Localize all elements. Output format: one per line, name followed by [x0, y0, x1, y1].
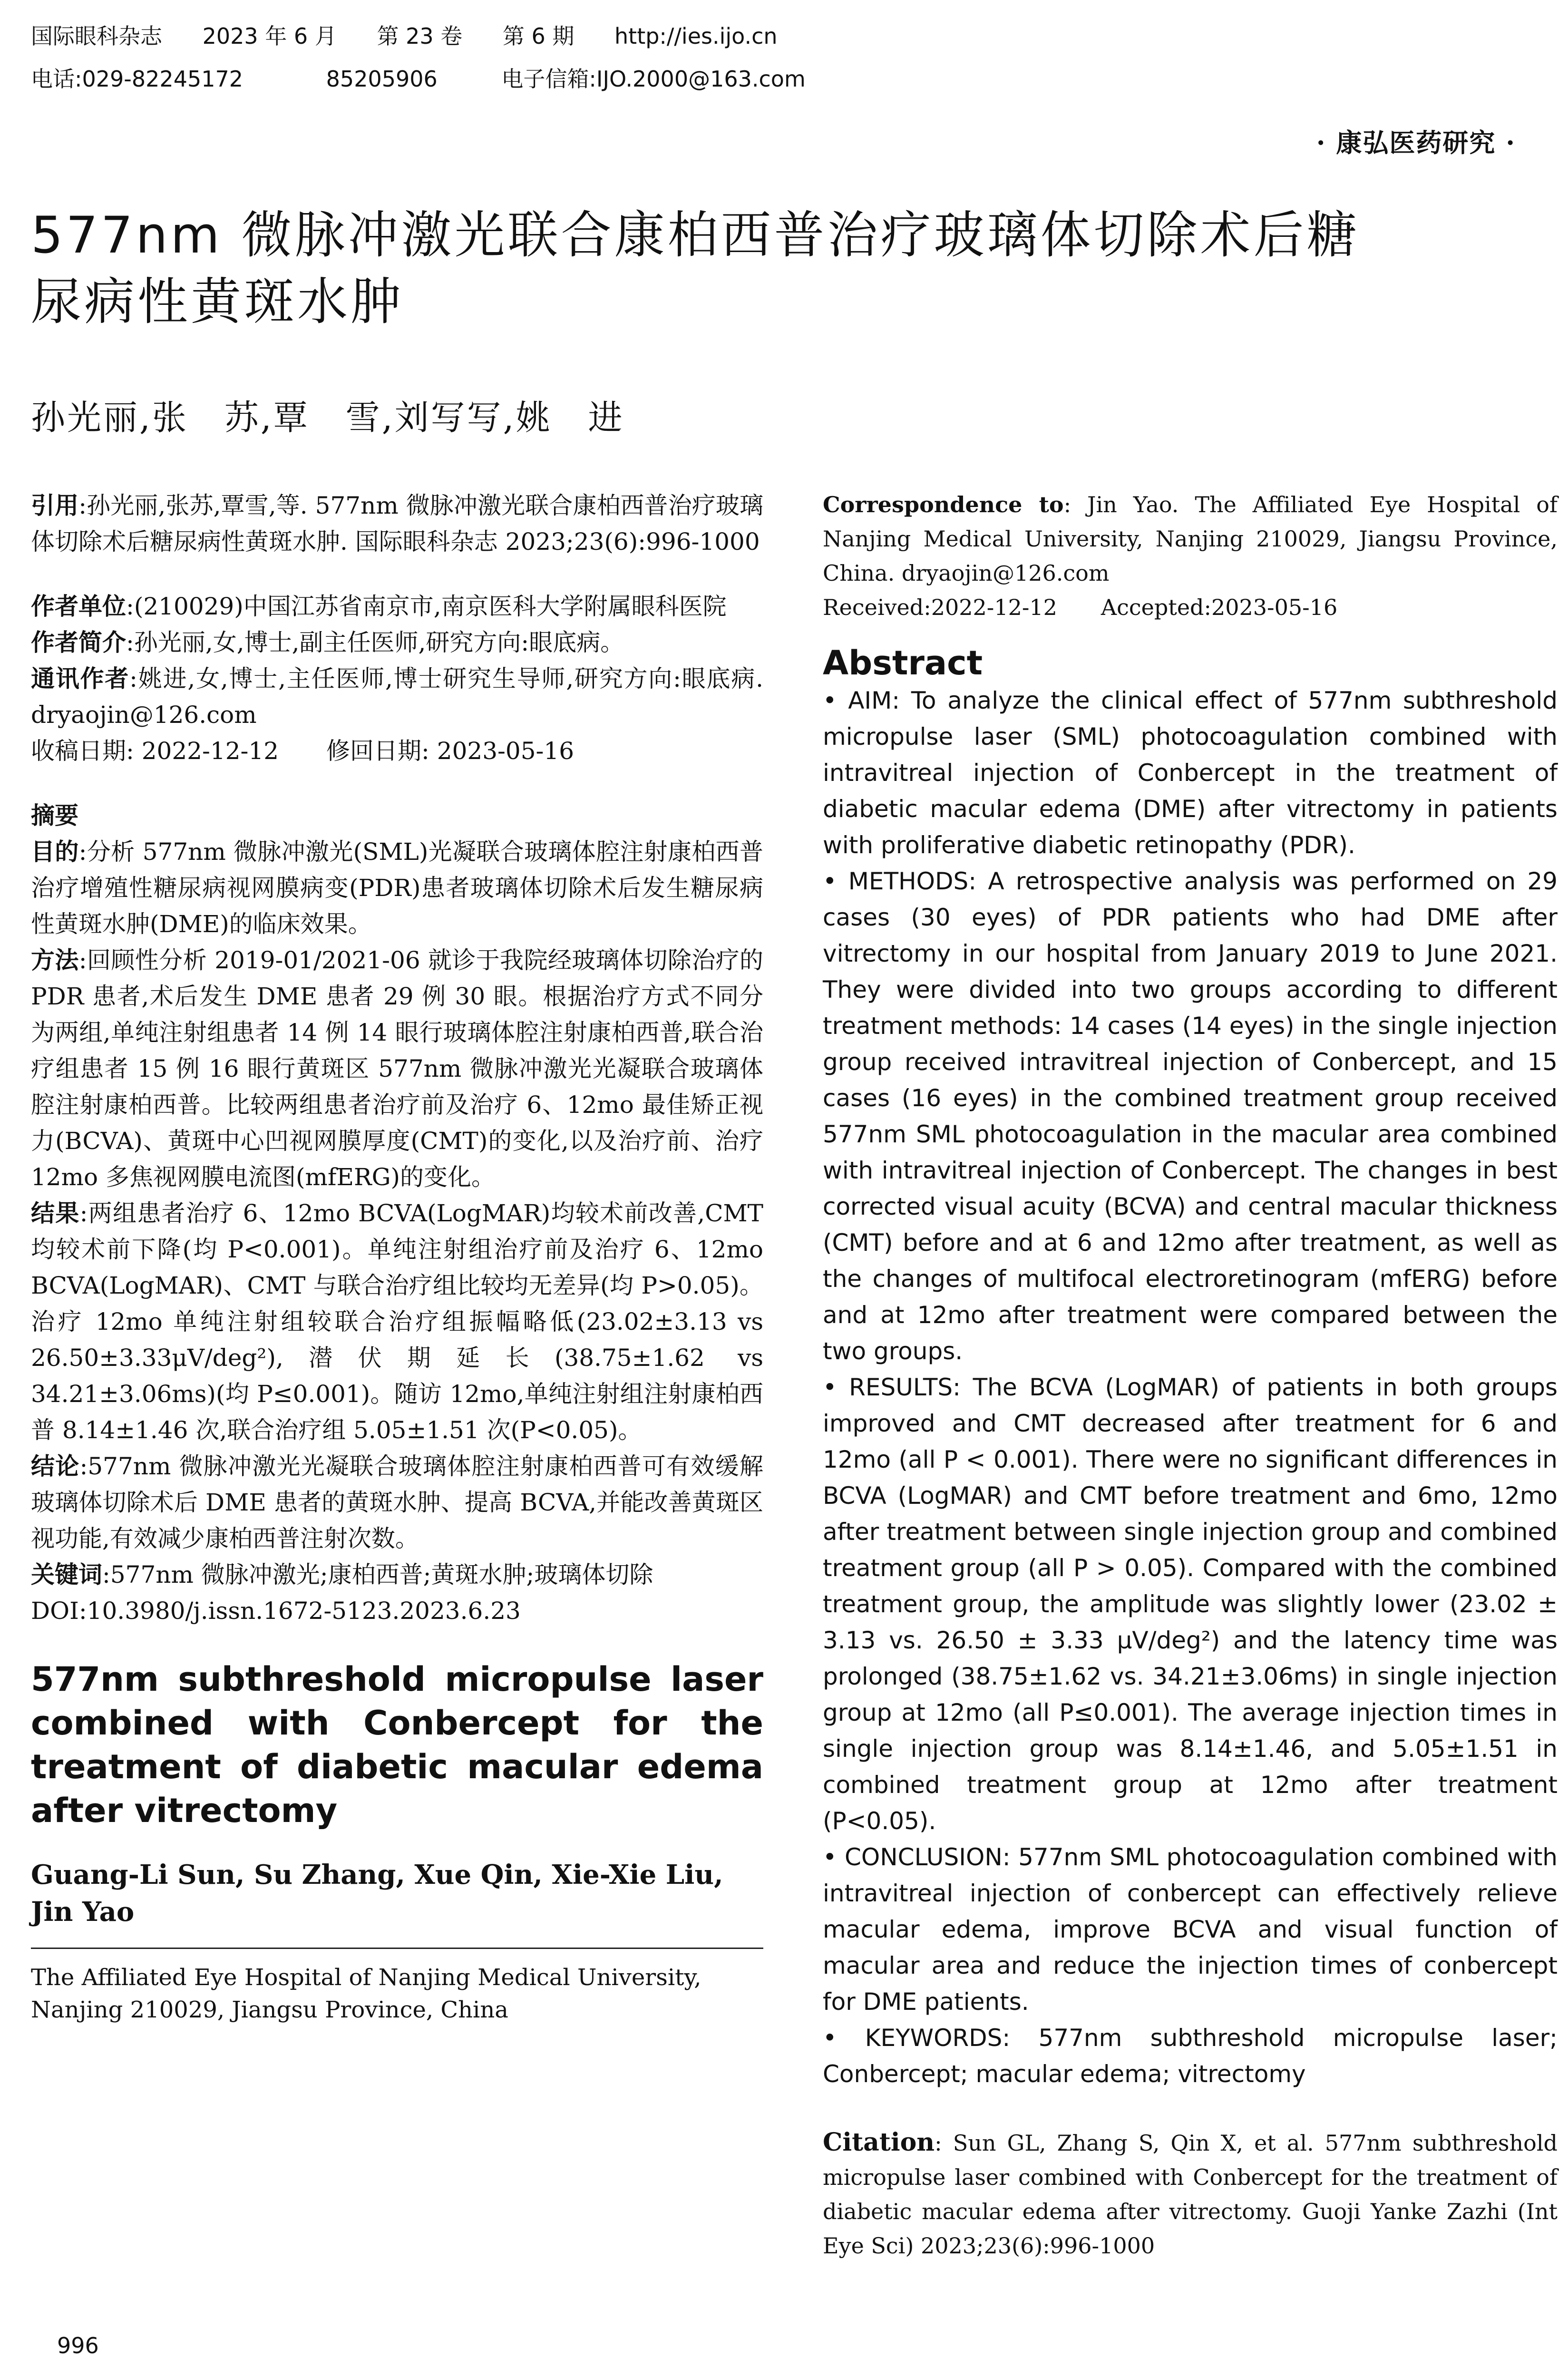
- corresponding-author-label: 通讯作者: [31, 665, 130, 692]
- author-unit-text: :(210029)中国江苏省南京市,南京医科大学附属眼科医院: [126, 593, 727, 620]
- author-unit-label: 作者单位: [31, 593, 126, 620]
- issue: 第 6 期: [502, 23, 575, 49]
- abstract-body-en: [823, 682, 1558, 2092]
- abstract-head-en: Abstract: [823, 643, 983, 682]
- journal-header-line1: [31, 20, 811, 52]
- journal-email[interactable]: 电子信箱:IJO.2000@163.com: [501, 66, 806, 92]
- citation-en: [823, 2125, 1558, 2263]
- title-line-2: 尿病性黄斑水肿: [31, 273, 404, 331]
- right-column: [823, 487, 1558, 2263]
- keywords-cn: [31, 1557, 763, 1593]
- left-column: [31, 487, 763, 2026]
- journal-name: 国际眼科杂志: [31, 23, 162, 49]
- doi[interactable]: DOI:10.3980/j.issn.1672-5123.2023.6.23: [31, 1597, 521, 1625]
- keywords-cn-text: :577nm 微脉冲激光;康柏西普;黄斑水肿;玻璃体切除: [102, 1561, 653, 1588]
- issue-date: 2023 年 6 月: [202, 23, 337, 49]
- methods-cn: [31, 942, 763, 1195]
- conclusion-cn: [31, 1448, 763, 1557]
- dates-cn: 收稿日期: 2022-12-12 修回日期: 2023-05-16: [31, 737, 575, 765]
- methods-en: • METHODS: A retrospective analysis was performed on 29 cases (30 eyes) of PDR patients who had DME after vitrectomy in our hospital from January 2019 to June 2021. They were divided into two groups according to different treatment methods: 14 cases (14 eyes) in the single injection group received intravitreal injection of Conbercept, and 15 cases (16 eyes) in the combined treatment group received 577nm SML photocoagulation in the macular area combined with intravitreal injection of Conbercept. The changes in best corrected visual acuity (BCVA) and central macular thickness (CMT) before and at 6 and 12mo after treatment, as well as the changes of multifocal electroretinogram (mfERG) before and at 12mo after treatment were compared between the two groups.: [823, 867, 1558, 1365]
- results-en: • RESULTS: The BCVA (LogMAR) of patients in both groups improved and CMT decreased after treatment for 6 and 12mo (all P < 0.001). There were no significant differences in BCVA (LogMAR) and CMT before treatment and 6mo, 12mo after treatment between single injection group and combined treatment group (all P > 0.05). Compared with the combined treatment group, the amplitude was slightly lower (23.02 ± 3.13 vs. 26.50 ± 3.33 μV/deg²) and the latency time was prolonged (38.75±1.62 vs. 34.21±3.06ms) in single injection group at 12mo (all P≤0.001). The average injection times in single injection group was 8.14±1.46, and 5.05±1.51 in combined treatment group at 12mo after treatment (P<0.05).: [823, 1374, 1558, 1835]
- author-unit: [31, 588, 763, 624]
- conclusion-cn-label: 结论: [31, 1452, 80, 1480]
- methods-cn-text: :回顾性分析 2019-01/2021-06 就诊于我院经玻璃体切除治疗的 PDR 患者,术后发生 DME 患者 29 例 30 眼。根据治疗方式不同分为两组,单纯注射组患者 14 例 14 眼行玻璃体腔注射康柏西普,联合治疗组患者 15 例 16 眼行黄斑区 577nm 微脉冲激光光凝联合玻璃体腔注射康柏西普。比较两组患者治疗前及治疗 6、12mo 最佳矫正视力(BCVA)、黄斑中心凹视网膜厚度(CMT)的变化,以及治疗前、治疗 12mo 多焦视网膜电流图(mfERG)的变化。: [31, 946, 763, 1191]
- abstract-head-cn: 摘要: [31, 802, 78, 829]
- results-cn: [31, 1195, 763, 1448]
- journal-phone-2: 85205906: [326, 66, 438, 92]
- author-bio: [31, 624, 763, 661]
- journal-url[interactable]: http://ies.ijo.cn: [614, 23, 778, 49]
- conclusion-cn-text: :577nm 微脉冲激光光凝联合玻璃体腔注射康柏西普可有效缓解玻璃体切除术后 DME 患者的黄斑水肿、提高 BCVA,并能改善黄斑区视功能,有效减少康柏西普注射次数。: [31, 1452, 763, 1552]
- authors-en: Guang-Li Sun, Su Zhang, Xue Qin, Xie-Xie Liu, Jin Yao: [31, 1859, 723, 1928]
- author-bio-label: 作者简介: [31, 629, 126, 656]
- title-line-1: 577nm 微脉冲激光联合康柏西普治疗玻璃体切除术后糖: [31, 206, 1360, 264]
- results-cn-label: 结果: [31, 1199, 80, 1227]
- page-number: 996: [57, 2333, 99, 2358]
- citation-en-text: : Sun GL, Zhang S, Qin X, et al. 577nm subthreshold micropulse laser combined with Conbercept for the treatment of diabetic macular edema after vitrectomy. Guoji Yanke Zazhi (Int Eye Sci) 2023;23(6):996-1000: [823, 2130, 1558, 2259]
- section-tag: · 康弘医药研究 ·: [1316, 127, 1516, 158]
- methods-cn-label: 方法: [31, 946, 79, 974]
- aim-cn-text: :分析 577nm 微脉冲激光(SML)光凝联合玻璃体腔注射康柏西普治疗增殖性糖尿病视网膜病变(PDR)患者玻璃体切除术后发生糖尿病性黄斑水肿(DME)的临床效果。: [31, 838, 763, 938]
- conclusion-en: • CONCLUSION: 577nm SML photocoagulation combined with intravitreal injection of conbercept can effectively relieve macular edema, improve BCVA and visual function of macular area and reduce the injection times of conbercept for DME patients.: [823, 1843, 1558, 2016]
- journal-header-line2: [31, 63, 839, 95]
- author-bio-text: :孙光丽,女,博士,副主任医师,研究方向:眼底病。: [126, 629, 624, 656]
- authors-cn: 孙光丽,张 苏,覃 雪,刘写写,姚 进: [31, 398, 624, 438]
- aim-en: • AIM: To analyze the clinical effect of 577nm subthreshold micropulse laser (SML) photocoagulation combined with intravitreal injection of Conbercept in the treatment of diabetic macular edema (DME) after vitrectomy in patients with proliferative diabetic retinopathy (PDR).: [823, 687, 1558, 859]
- article-title-en: 577nm subthreshold micropulse laser combined with Conbercept for the treatment of diabetic macular edema after vitrectomy: [31, 1660, 763, 1830]
- affiliation-en: The Affiliated Eye Hospital of Nanjing Medical University, Nanjing 210029, Jiangsu Province, China: [31, 1964, 701, 2023]
- corresponding-author-text: :姚进,女,博士,主任医师,博士研究生导师,研究方向:眼底病. dryaojin@126.com: [31, 665, 763, 729]
- correspondence-text: : Jin Yao. The Affiliated Eye Hospital of Nanjing Medical University, Nanjing 210029, Jiangsu Province, China. dryaojin@126.com: [823, 492, 1558, 586]
- keywords-en: • KEYWORDS: 577nm subthreshold micropulse laser; Conbercept; macular edema; vitrectomy: [823, 2024, 1558, 2088]
- citation-cn: [31, 487, 763, 560]
- correspondence-label: Correspondence to: [823, 492, 1064, 517]
- received-accepted: Received:2022-12-12 Accepted:2023-05-16: [823, 594, 1338, 620]
- correspondence-en: [823, 487, 1558, 624]
- journal-phone: 电话:029-82245172: [31, 66, 243, 92]
- results-cn-text: :两组患者治疗 6、12mo BCVA(LogMAR)均较术前改善,CMT 均较术前下降(均 P<0.001)。单纯注射组治疗前及治疗 6、12mo BCVA(LogMAR)、CMT 与联合治疗组比较均无差异(均 P>0.05)。治疗 12mo 单纯注射组较联合治疗组振幅略低(23.02±3.13 vs 26.50±3.33μV/deg²),潜伏期延长(38.75±1.62 vs 34.21±3.06ms)(均 P≤0.001)。随访 12mo,单纯注射组注射康柏西普 8.14±1.46 次,联合治疗组 5.05±1.51 次(P<0.05)。: [31, 1199, 764, 1444]
- citation-cn-text: :孙光丽,张苏,覃雪,等. 577nm 微脉冲激光联合康柏西普治疗玻璃体切除术后糖尿病性黄斑水肿. 国际眼科杂志 2023;23(6):996-1000: [31, 492, 763, 555]
- keywords-cn-label: 关键词: [31, 1561, 102, 1588]
- aim-cn-label: 目的: [31, 838, 79, 866]
- volume: 第 23 卷: [377, 23, 463, 49]
- citation-en-label: Citation: [823, 2128, 935, 2157]
- aim-cn: [31, 834, 763, 942]
- citation-cn-label: 引用: [31, 492, 79, 519]
- corresponding-author: [31, 661, 763, 733]
- article-title-cn: [31, 202, 1553, 335]
